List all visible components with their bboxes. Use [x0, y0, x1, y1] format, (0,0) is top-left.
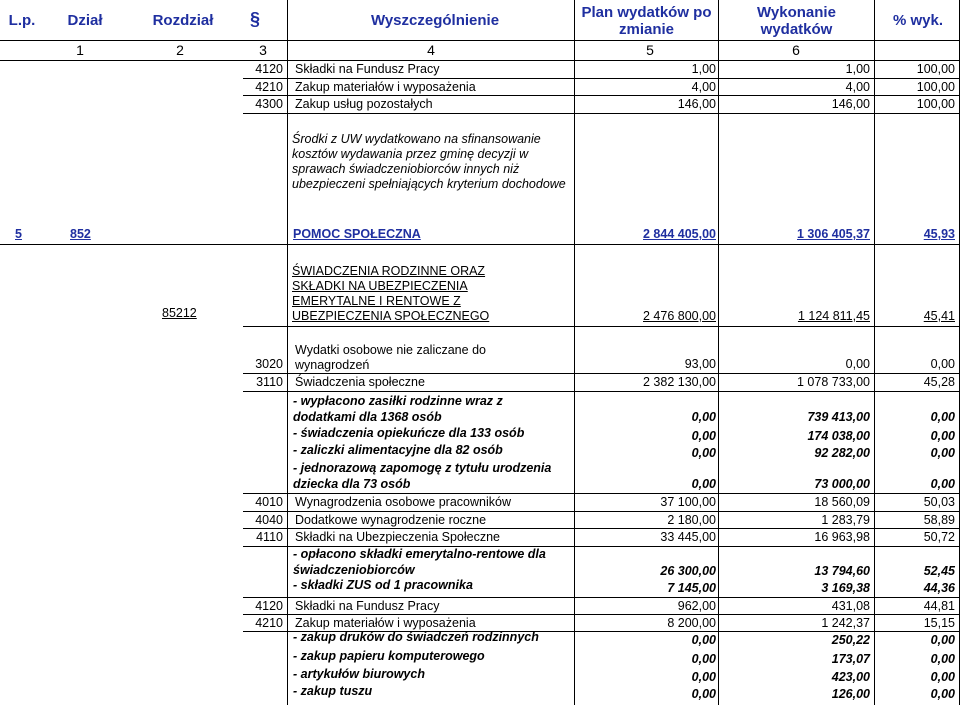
row-plan: 0,00	[691, 670, 716, 684]
chapter-rozdzial: 85212	[162, 306, 197, 320]
row-plan: 8 200,00	[667, 616, 716, 630]
row-paragraph: 4120	[255, 62, 283, 76]
column-number: 4	[427, 42, 435, 58]
grid-line	[243, 391, 960, 392]
column-number: 1	[76, 42, 84, 58]
row-plan: 0,00	[691, 633, 716, 647]
row-execution: 1 078 733,00	[797, 375, 870, 389]
chapter-percent: 45,41	[923, 309, 955, 323]
row-percent: 0,00	[930, 670, 955, 684]
grid-line	[243, 528, 960, 529]
section-lp: 5	[15, 227, 22, 241]
header-wykonanie-line1: Wykonanie	[757, 4, 836, 21]
row-execution: 146,00	[831, 97, 870, 111]
row-execution: 174 038,00	[807, 429, 870, 443]
grid-line	[0, 40, 960, 41]
row-execution: 18 560,09	[814, 495, 870, 509]
row-execution: 16 963,98	[814, 530, 870, 544]
row-description: - składki ZUS od 1 pracownika	[293, 578, 473, 592]
grid-line	[243, 493, 960, 494]
row-description: Wydatki osobowe nie zaliczane do wynagrodzeń	[295, 343, 486, 372]
row-paragraph: 4120	[255, 599, 283, 613]
grid-line	[243, 113, 960, 114]
grid-line	[718, 0, 719, 705]
row-paragraph: 4210	[255, 80, 283, 94]
row-execution: 1 242,37	[821, 616, 870, 630]
grid-line	[243, 95, 960, 96]
row-execution: 13 794,60	[814, 564, 870, 578]
row-execution: 92 282,00	[814, 446, 870, 460]
row-paragraph: 4040	[255, 513, 283, 527]
row-percent: 44,36	[923, 581, 955, 595]
row-percent: 0,00	[930, 410, 955, 424]
row-execution: 0,00	[845, 357, 870, 371]
row-paragraph: 4210	[255, 616, 283, 630]
header-pct: % wyk.	[892, 12, 944, 29]
header-plan-line2: zmianie	[618, 21, 675, 38]
row-percent: 50,03	[923, 495, 955, 509]
row-description: Składki na Fundusz Pracy	[295, 599, 440, 613]
section-dzial: 852	[70, 227, 91, 241]
row-paragraph: 4110	[256, 530, 283, 544]
row-plan: 33 445,00	[660, 530, 716, 544]
row-percent: 0,00	[930, 633, 955, 647]
row-plan: 7 145,00	[667, 581, 716, 595]
row-paragraph: 4010	[255, 495, 283, 509]
grid-line	[0, 60, 960, 61]
row-percent: 58,89	[923, 513, 955, 527]
column-number: 3	[259, 42, 267, 58]
row-execution: 431,08	[831, 599, 870, 613]
row-percent: 0,00	[930, 429, 955, 443]
row-description: - wypłacono zasiłki rodzinne wraz z dodatkami dla 1368 osób	[293, 394, 503, 424]
row-percent: 52,45	[923, 564, 955, 578]
header-dzial: Dział	[67, 12, 103, 29]
row-percent: 0,00	[930, 446, 955, 460]
header-wykonanie-line2: wydatków	[760, 21, 833, 38]
row-percent: 50,72	[923, 530, 955, 544]
row-plan: 0,00	[691, 652, 716, 666]
column-number: 6	[792, 42, 800, 58]
grid-line	[243, 511, 960, 512]
row-description: - zakup druków do świadczeń rodzinnych	[293, 630, 539, 644]
grid-line	[874, 0, 875, 705]
row-plan: 0,00	[691, 687, 716, 701]
column-number: 2	[176, 42, 184, 58]
row-plan: 0,00	[691, 477, 716, 491]
section-plan: 2 844 405,00	[643, 227, 716, 241]
row-description: Wynagrodzenia osobowe pracowników	[295, 495, 511, 509]
column-number: 5	[646, 42, 654, 58]
row-description: Zakup usług pozostałych	[295, 97, 433, 111]
chapter-plan: 2 476 800,00	[643, 309, 716, 323]
row-percent: 0,00	[930, 687, 955, 701]
grid-line	[0, 244, 960, 245]
header-lp: L.p.	[8, 12, 36, 29]
row-plan: 146,00	[677, 97, 716, 111]
row-description: Zakup materiałów i wyposażenia	[295, 616, 476, 630]
row-paragraph: 4300	[255, 97, 283, 111]
grid-line	[287, 0, 288, 705]
header-rozdzial: Rozdział	[152, 12, 214, 29]
header-plan	[575, 4, 718, 38]
row-description: - jednorazową zapomogę z tytułu urodzenia dziecka dla 73 osób	[293, 461, 552, 491]
row-description: - zaliczki alimentacyjne dla 82 osób	[293, 443, 503, 457]
grid-line	[243, 614, 960, 615]
row-execution: 3 169,38	[821, 581, 870, 595]
row-plan: 4,00	[691, 80, 716, 94]
header-paragraph: §	[249, 9, 260, 29]
row-percent: 0,00	[930, 357, 955, 371]
row-description: Świadczenia społeczne	[295, 375, 425, 389]
row-description: Składki na Fundusz Pracy	[295, 62, 440, 76]
chapter-description: ŚWIADCZENIA RODZINNE ORAZ SKŁADKI NA UBEZPIECZENIA EMERYTALNE I RENTOWE Z UBEZPIECZENIA SPOŁECZNEGO	[292, 264, 490, 323]
row-execution: 73 000,00	[814, 477, 870, 491]
row-plan: 962,00	[677, 599, 716, 613]
grid-line	[243, 78, 960, 79]
row-execution: 126,00	[831, 687, 870, 701]
row-percent: 45,28	[923, 375, 955, 389]
row-execution: 1,00	[845, 62, 870, 76]
row-plan: 1,00	[691, 62, 716, 76]
row-plan: 0,00	[691, 429, 716, 443]
row-plan: 0,00	[691, 446, 716, 460]
row-plan: 2 180,00	[667, 513, 716, 527]
header-wykonanie	[719, 4, 874, 38]
grid-line	[243, 373, 960, 374]
section-description: POMOC SPOŁECZNA	[293, 227, 421, 241]
row-percent: 44,81	[923, 599, 955, 613]
row-description: Składki na Ubezpieczenia Społeczne	[295, 530, 500, 544]
row-percent: 100,00	[916, 80, 955, 94]
row-plan: 2 382 130,00	[643, 375, 716, 389]
header-wyszczegolnienie: Wyszczególnienie	[370, 12, 500, 29]
row-description: - artykułów biurowych	[293, 667, 425, 681]
row-percent: 15,15	[923, 616, 955, 630]
row-description: - zakup papieru komputerowego	[293, 649, 485, 663]
row-description: - świadczenia opiekuńcze dla 133 osób	[293, 426, 525, 440]
section-percent: 45,93	[923, 227, 955, 241]
row-execution: 739 413,00	[807, 410, 870, 424]
row-plan: 0,00	[691, 410, 716, 424]
chapter-execution: 1 124 811,45	[797, 309, 870, 323]
row-paragraph: 3110	[256, 375, 283, 389]
grid-line	[243, 326, 960, 327]
row-execution: 250,22	[831, 633, 870, 647]
row-plan: 93,00	[684, 357, 716, 371]
row-percent: 0,00	[930, 652, 955, 666]
row-description: Zakup materiałów i wyposażenia	[295, 80, 476, 94]
row-plan: 26 300,00	[660, 564, 716, 578]
row-execution: 4,00	[845, 80, 870, 94]
section-execution: 1 306 405,37	[797, 227, 870, 241]
row-plan: 37 100,00	[660, 495, 716, 509]
row-description: Dodatkowe wynagrodzenie roczne	[295, 513, 487, 527]
row-execution: 1 283,79	[821, 513, 870, 527]
row-percent: 100,00	[916, 62, 955, 76]
row-paragraph: 3020	[255, 357, 283, 371]
row-description: - zakup tuszu	[293, 684, 373, 698]
header-plan-line1: Plan wydatków po	[581, 4, 712, 21]
row-execution: 423,00	[831, 670, 870, 684]
row-description: - opłacono składki emerytalno-rentowe dla świadczeniobiorców	[293, 547, 546, 577]
row-percent: 0,00	[930, 477, 955, 491]
funding-note: Środki z UW wydatkowano na sfinansowanie kosztów wydawania przez gminę decyzji w sprawach świadczeniobiorców innych niż ubezpieczeni spełniających kryterium dochodowe	[292, 132, 566, 191]
row-percent: 100,00	[916, 97, 955, 111]
row-execution: 173,07	[831, 652, 870, 666]
grid-line	[243, 597, 960, 598]
